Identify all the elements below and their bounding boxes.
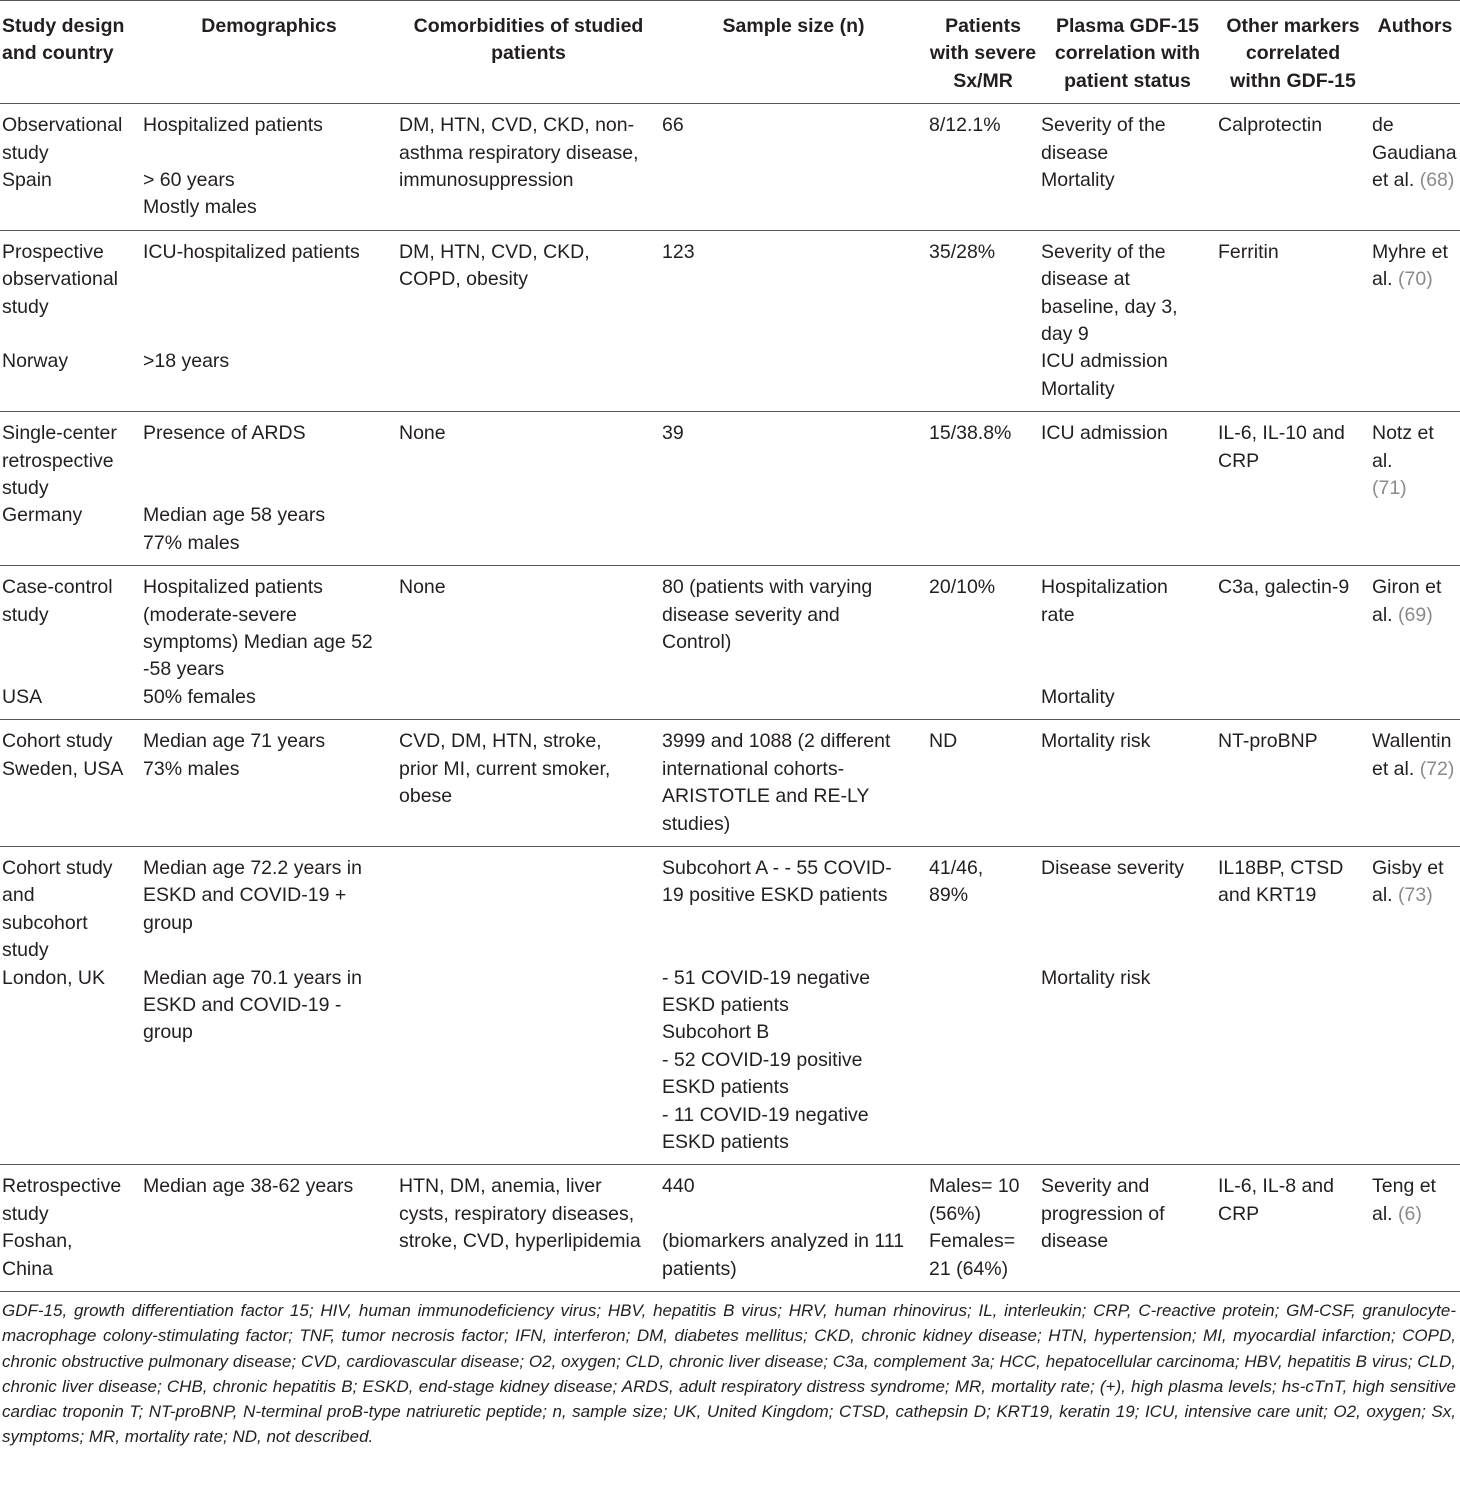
cell-text-line: Subcohort A - - 55 COVID- xyxy=(662,856,892,879)
cell-text-line: Giron et xyxy=(1372,576,1442,599)
cell-text-line xyxy=(1041,656,1212,683)
header-demographics: Demographics xyxy=(141,1,397,104)
cell-text-line: Prospective xyxy=(2,240,104,263)
cell-text-line xyxy=(1372,266,1456,293)
cell-text-line xyxy=(143,475,393,502)
cell-text-line: 8/12.1% xyxy=(929,114,1001,137)
cell-severe-patients xyxy=(927,846,1039,1164)
cell-text-line: cysts, respiratory diseases, xyxy=(399,1202,635,1225)
cell-text-line: and KRT19 xyxy=(1218,884,1317,907)
cell-text-line: obese xyxy=(399,785,453,808)
cell-authors xyxy=(1370,230,1460,411)
cell-demographics xyxy=(141,846,397,1164)
cell-text-line: Spain xyxy=(2,169,52,192)
cell-text-line: IL18BP, CTSD xyxy=(1218,856,1344,879)
table-row xyxy=(0,720,1460,847)
author-name-text: al. xyxy=(1372,884,1399,907)
cell-text-line: Gisby et xyxy=(1372,856,1444,879)
cell-text-line: Case-control xyxy=(2,576,113,599)
cell-text-line: C3a, galectin-9 xyxy=(1218,576,1350,599)
cell-text-line: USA xyxy=(2,685,43,708)
cell-text-line: Median age 58 years xyxy=(143,504,326,527)
cell-text-line: Mortality risk xyxy=(1041,966,1151,989)
cell-gdf15-correlation xyxy=(1039,720,1216,847)
cell-text-line: Calprotectin xyxy=(1218,114,1323,137)
author-name-text: al. xyxy=(1372,603,1399,626)
cell-text-line: disease xyxy=(1041,141,1109,164)
cell-gdf15-correlation xyxy=(1039,1165,1216,1292)
cell-text-line: Teng et xyxy=(1372,1175,1436,1198)
cell-text-line: 50% females xyxy=(143,685,256,708)
cell-text-line: ARISTOTLE and RE-LY xyxy=(662,785,870,808)
reference-link[interactable]: (73) xyxy=(1398,884,1433,907)
cell-text-line xyxy=(1041,937,1212,964)
cell-study-design xyxy=(0,720,141,847)
cell-severe-patients xyxy=(927,230,1039,411)
table-row xyxy=(0,1165,1460,1292)
cell-text-line: Severity of the xyxy=(1041,114,1166,137)
cell-text-line: - 51 COVID-19 negative xyxy=(662,966,871,989)
cell-other-markers xyxy=(1216,412,1370,566)
cell-text-line xyxy=(1372,882,1456,909)
cell-text-line: None xyxy=(399,422,446,445)
cell-text-line: DM, HTN, CVD, CKD, xyxy=(399,240,590,263)
table-row xyxy=(0,566,1460,720)
header-study-design: Study design and country xyxy=(0,1,141,104)
cell-text-line: 35/28% xyxy=(929,240,996,263)
cell-text-line xyxy=(1041,882,1212,909)
cell-text-line: study xyxy=(2,939,49,962)
cell-text-line xyxy=(1372,756,1456,783)
header-gdf15-correlation: Plasma GDF-15 correlation with patient status xyxy=(1039,1,1216,104)
cell-text-line: patients) xyxy=(662,1257,737,1280)
cell-text-line: London, UK xyxy=(2,966,105,989)
cell-text-line: Germany xyxy=(2,504,83,527)
cell-text-line: CRP xyxy=(1218,1202,1260,1225)
cell-text-line: 19 positive ESKD patients xyxy=(662,884,888,907)
cell-text-line: progression of xyxy=(1041,1202,1165,1225)
cell-authors xyxy=(1370,412,1460,566)
cell-authors xyxy=(1370,720,1460,847)
cell-text-line: subcohort xyxy=(2,911,88,934)
cell-text-line xyxy=(2,656,137,683)
cell-sample-size xyxy=(660,1165,927,1292)
cell-text-line: Mostly males xyxy=(143,196,257,219)
cell-study-design xyxy=(0,412,141,566)
cell-text-line: group xyxy=(143,911,193,934)
cell-text-line: immunosuppression xyxy=(399,169,574,192)
cell-text-line: Severity and xyxy=(1041,1175,1150,1198)
cell-demographics xyxy=(141,230,397,411)
cell-comorbidities xyxy=(397,566,660,720)
cell-text-line: study xyxy=(2,1202,49,1225)
cell-text-line: study xyxy=(2,295,49,318)
table-row xyxy=(0,846,1460,1164)
cell-text-line: ND xyxy=(929,730,958,753)
cell-text-line: study xyxy=(2,141,49,164)
cell-text-line: ICU-hospitalized patients xyxy=(143,240,360,263)
cell-text-line: symptoms) Median age 52 xyxy=(143,631,373,654)
cell-text-line: Subcohort B xyxy=(662,1021,770,1044)
cell-other-markers xyxy=(1216,846,1370,1164)
header-severe-patients: Patients with severe Sx/MR xyxy=(927,1,1039,104)
reference-link[interactable]: (72) xyxy=(1419,757,1455,780)
cell-text-line: Retrospective xyxy=(2,1175,122,1198)
cell-sample-size xyxy=(660,230,927,411)
cell-text-line: asthma respiratory disease, xyxy=(399,141,639,164)
cell-text-line: 15/38.8% xyxy=(929,422,1012,445)
cell-text-line xyxy=(143,266,393,293)
cell-text-line: Disease severity xyxy=(1041,856,1185,879)
cell-text-line xyxy=(1041,629,1212,656)
cell-authors xyxy=(1370,566,1460,720)
cell-text-line: Wallentin xyxy=(1372,730,1452,753)
cell-other-markers xyxy=(1216,1165,1370,1292)
cell-text-line: Observational xyxy=(2,114,123,137)
table-row xyxy=(0,230,1460,411)
cell-text-line: day 9 xyxy=(1041,323,1089,346)
cell-demographics xyxy=(141,412,397,566)
cell-text-line: Median age 70.1 years in xyxy=(143,966,362,989)
table-body xyxy=(0,104,1460,1292)
cell-text-line: Norway xyxy=(2,350,69,373)
cell-authors xyxy=(1370,104,1460,231)
cell-text-line: DM, HTN, CVD, CKD, non- xyxy=(399,114,635,137)
table-footnote: GDF-15, growth differentiation factor 15; HIV, human immunodeficiency virus; HBV, hepatitis B virus; HRV, human rhinovirus; IL, interleukin; CRP, C-reactive protein; GM-CSF, granulocyte-macrophage colony-stimulating factor; TNF, tumor necrosis factor; IFN, interferon; DM, diabetes mellitus; CKD, chronic kidney disease; HTN, hypertension; MI, myocardial infarction; COPD, chronic obstructive pulmonary disease; CVD, cardiovascular disease; O2, oxygen; CLD, chronic liver disease; C3a, complement 3a; HCC, hepatocellular carcinoma; HBV, hepatitis B virus; CLD, chronic liver disease; CHB, chronic hepatitis B; ESKD, end-stage kidney disease; ARDS, adult respiratory distress syndrome; MR, mortality rate; (+), high plasma levels; hs-cTnT, high sensitive cardiac troponin T; NT-proBNP, N-terminal proB-type natriuretic peptide; n, sample size; UK, United Kingdom; CTSD, cathepsin D; KRT19, keratin 19; ICU, intensive care unit; O2, oxygen; Sx, symptoms; MR, mortality rate; ND, not described. xyxy=(2,1300,1456,1447)
cell-text-line: 80 (patients with varying xyxy=(662,576,873,599)
cell-authors xyxy=(1370,846,1460,1164)
cell-other-markers xyxy=(1216,104,1370,231)
table-header-row xyxy=(0,1,1460,104)
cell-study-design xyxy=(0,230,141,411)
cell-text-line: Hospitalized patients xyxy=(143,576,323,599)
cell-study-design xyxy=(0,566,141,720)
cell-comorbidities xyxy=(397,104,660,231)
cell-text-line: - 52 COVID-19 positive xyxy=(662,1048,863,1071)
cell-text-line: baseline, day 3, xyxy=(1041,295,1178,318)
cell-text-line: observational xyxy=(2,268,118,291)
cell-text-line: 39 xyxy=(662,422,684,445)
cell-text-line: ESKD and COVID-19 - xyxy=(143,993,342,1016)
cell-text-line xyxy=(399,855,656,882)
cell-text-line: Mortality risk xyxy=(1041,730,1151,753)
cell-text-line: -58 years xyxy=(143,658,225,681)
cell-text-line: 73% males xyxy=(143,757,240,780)
cell-text-line xyxy=(2,321,137,348)
cell-text-line: IL-6, IL-8 and xyxy=(1218,1175,1334,1198)
cell-text-line: CVD, DM, HTN, stroke, xyxy=(399,730,602,753)
cell-severe-patients xyxy=(927,104,1039,231)
cell-text-line: (56%) xyxy=(929,1202,982,1225)
cell-text-line: (biomarkers analyzed in 111 xyxy=(662,1230,905,1253)
cell-study-design xyxy=(0,104,141,231)
cell-text-line: CRP xyxy=(1218,449,1260,472)
cell-text-line: stroke, CVD, hyperlipidemia xyxy=(399,1230,641,1253)
cell-text-line: disease xyxy=(1041,1230,1109,1253)
reference-link[interactable]: (69) xyxy=(1398,603,1433,626)
cell-text-line: de xyxy=(1372,114,1394,137)
cell-text-line xyxy=(143,448,393,475)
cell-text-line: ICU admission xyxy=(1041,350,1168,373)
cell-comorbidities xyxy=(397,846,660,1164)
cell-text-line: Sweden, USA xyxy=(2,757,124,780)
cell-text-line xyxy=(143,294,393,321)
cell-comorbidities xyxy=(397,230,660,411)
cell-text-line: disease severity and xyxy=(662,603,840,626)
cell-text-line: 3999 and 1088 (2 different xyxy=(662,730,891,753)
cell-text-line: 41/46, xyxy=(929,856,984,879)
cell-text-line: Cohort study xyxy=(2,730,113,753)
cell-sample-size xyxy=(660,566,927,720)
cell-text-line xyxy=(662,1201,923,1228)
cell-text-line: >18 years xyxy=(143,350,230,373)
cell-text-line: ICU admission xyxy=(1041,422,1168,445)
cell-text-line: Males= 10 xyxy=(929,1175,1020,1198)
table-row xyxy=(0,104,1460,231)
cell-text-line: ESKD patients xyxy=(662,1130,789,1153)
cell-text-line: China xyxy=(2,1257,53,1280)
cell-text-line xyxy=(1372,475,1456,502)
cell-text-line: Mortality xyxy=(1041,685,1115,708)
cell-study-design xyxy=(0,846,141,1164)
cell-text-line: 77% males xyxy=(143,531,240,554)
cell-gdf15-correlation xyxy=(1039,230,1216,411)
author-name-text: et al. xyxy=(1372,169,1420,192)
cell-text-line: retrospective xyxy=(2,449,114,472)
cell-text-line xyxy=(143,140,393,167)
cell-gdf15-correlation xyxy=(1039,846,1216,1164)
reference-link[interactable]: (68) xyxy=(1419,169,1455,192)
cell-text-line: HTN, DM, anemia, liver xyxy=(399,1175,602,1198)
cell-comorbidities xyxy=(397,1165,660,1292)
cell-authors xyxy=(1370,1165,1460,1292)
cell-gdf15-correlation xyxy=(1039,412,1216,566)
cell-demographics xyxy=(141,104,397,231)
cell-text-line: prior MI, current smoker, xyxy=(399,757,611,780)
cell-sample-size xyxy=(660,104,927,231)
cell-severe-patients xyxy=(927,720,1039,847)
cell-sample-size xyxy=(660,846,927,1164)
table-row xyxy=(0,412,1460,566)
cell-text-line: Cohort study xyxy=(2,856,113,879)
cell-text-line: 123 xyxy=(662,240,695,263)
cell-text-line: disease at xyxy=(1041,268,1130,291)
cell-text-line: Notz et al. xyxy=(1372,422,1434,472)
header-other-markers: Other markers correlated withn GDF-15 xyxy=(1216,1,1370,104)
cell-demographics xyxy=(141,720,397,847)
cell-other-markers xyxy=(1216,566,1370,720)
cell-text-line xyxy=(1372,602,1456,629)
author-name-text: al. xyxy=(1372,268,1399,291)
cell-text-line xyxy=(1041,910,1212,937)
cell-text-line xyxy=(143,937,393,964)
cell-text-line: Severity of the xyxy=(1041,240,1166,263)
cell-text-line: ESKD patients xyxy=(662,1076,789,1099)
cell-text-line: 89% xyxy=(929,884,969,907)
cell-sample-size xyxy=(660,720,927,847)
cell-text-line: - 11 COVID-19 negative xyxy=(662,1103,869,1126)
cell-severe-patients xyxy=(927,566,1039,720)
cell-text-line: ESKD patients xyxy=(662,993,789,1016)
cell-text-line: IL-6, IL-10 and xyxy=(1218,422,1345,445)
cell-text-line: study xyxy=(2,477,49,500)
cell-text-line: Females= xyxy=(929,1230,1016,1253)
cell-text-line: Hospitalized patients xyxy=(143,114,323,137)
author-name-text: et al. xyxy=(1372,757,1420,780)
cell-text-line: Mortality xyxy=(1041,169,1115,192)
cell-text-line: and xyxy=(2,884,35,907)
cell-sample-size xyxy=(660,412,927,566)
cell-text-line: Single-center xyxy=(2,422,117,445)
header-sample-size: Sample size (n) xyxy=(660,1,927,104)
header-comorbidities: Comorbidities of studied patients xyxy=(397,1,660,104)
cell-text-line: Hospitalization xyxy=(1041,576,1168,599)
cell-text-line: Ferritin xyxy=(1218,240,1279,263)
cell-text-line xyxy=(662,937,923,964)
header-authors: Authors xyxy=(1370,1,1460,104)
cell-text-line: NT-proBNP xyxy=(1218,730,1318,753)
reference-link[interactable]: (6) xyxy=(1398,1202,1422,1225)
author-name-text: al. xyxy=(1372,1202,1399,1225)
cell-study-design xyxy=(0,1165,141,1292)
cell-demographics xyxy=(141,566,397,720)
cell-text-line xyxy=(2,629,137,656)
cell-text-line: studies) xyxy=(662,812,731,835)
cell-gdf15-correlation xyxy=(1039,104,1216,231)
cell-text-line: group xyxy=(143,1021,193,1044)
cell-text-line: 66 xyxy=(662,114,684,137)
cell-text-line: Foshan, xyxy=(2,1230,73,1253)
cell-text-line xyxy=(1372,167,1456,194)
cell-text-line: Median age 38-62 years xyxy=(143,1175,354,1198)
cell-severe-patients xyxy=(927,412,1039,566)
cell-text-line: ESKD and COVID-19 + xyxy=(143,884,347,907)
cell-text-line: Median age 71 years xyxy=(143,730,326,753)
cell-text-line: Presence of ARDS xyxy=(143,422,306,445)
cell-text-line: 20/10% xyxy=(929,576,996,599)
cell-comorbidities xyxy=(397,720,660,847)
cell-comorbidities xyxy=(397,412,660,566)
cell-text-line: 440 xyxy=(662,1175,695,1198)
cell-text-line: Gaudiana xyxy=(1372,141,1457,164)
cell-text-line: (moderate-severe xyxy=(143,603,297,626)
cell-text-line: international cohorts- xyxy=(662,757,845,780)
cell-text-line: Myhre et xyxy=(1372,240,1448,263)
cell-text-line xyxy=(662,910,923,937)
cell-demographics xyxy=(141,1165,397,1292)
cell-text-line: 21 (64%) xyxy=(929,1257,1009,1280)
cell-severe-patients xyxy=(927,1165,1039,1292)
cell-text-line: Control) xyxy=(662,631,732,654)
cell-text-line: Median age 72.2 years in xyxy=(143,856,362,879)
cell-gdf15-correlation xyxy=(1039,566,1216,720)
cell-text-line xyxy=(1372,1201,1456,1228)
cell-text-line xyxy=(143,321,393,348)
cell-text-line: None xyxy=(399,576,446,599)
cell-text-line: rate xyxy=(1041,603,1075,626)
cell-text-line: Mortality xyxy=(1041,377,1115,400)
cell-other-markers xyxy=(1216,720,1370,847)
reference-link[interactable]: (71) xyxy=(1372,477,1407,500)
cell-text-line: COPD, obesity xyxy=(399,268,528,291)
cell-text-line: > 60 years xyxy=(143,169,235,192)
cell-text-line: study xyxy=(2,603,49,626)
reference-link[interactable]: (70) xyxy=(1398,268,1433,291)
cell-other-markers xyxy=(1216,230,1370,411)
